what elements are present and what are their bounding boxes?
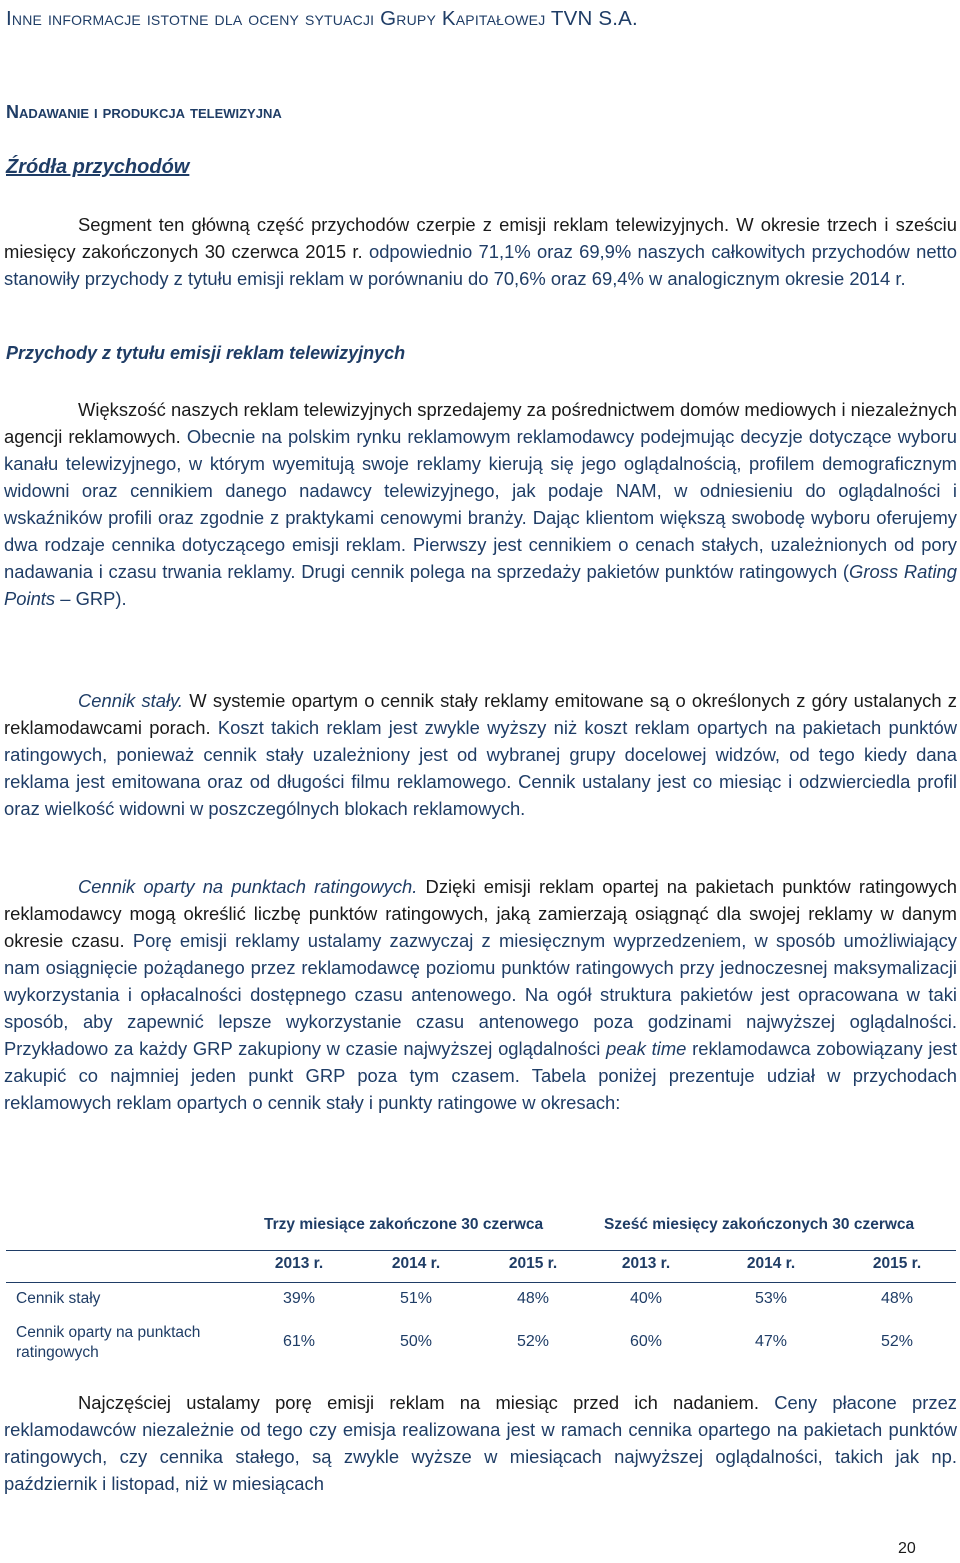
table-cell: 60% xyxy=(629,1333,663,1350)
table-year-header: 2014 r. xyxy=(746,1255,796,1272)
table-rule-header xyxy=(6,1282,956,1283)
subsection-heading: Źródła przychodów xyxy=(6,156,190,178)
subsection-heading-ad-revenue: Przychody z tytułu emisji reklam telewizyjnych xyxy=(6,343,406,363)
paragraph-text-highlight: odpowiednio 71,1% oraz 69,9% naszych całkowitych przychodów netto stanowiły przychody z tytułu emisji reklam w porównaniu do 70,6% oraz 69,4% w analogicznym okresie 2014 r. xyxy=(4,241,958,289)
section-heading: Nadawanie i produkcja telewizyjna xyxy=(6,102,282,122)
paragraph-text-highlight: Porę emisji reklamy ustalamy zazwyczaj z miesięcznym wyprzedzeniem, w sposób umożliwiający nam osiągnięcie pożądanego przez reklamodawcę poziomu punktów ratingowych przy jednoczesnej maksymalizacji wykorzystania i opłacalności dostępnego czasu antenowego. xyxy=(4,930,957,1005)
table-cell: 61% xyxy=(282,1333,316,1350)
page-number: 20 xyxy=(898,1540,916,1557)
paragraph-ad-timing xyxy=(4,1389,957,1497)
table-rule-top xyxy=(6,1250,956,1251)
paragraph-text-highlight: Drugi cennik polega na sprzedaży pakietów punktów ratingowych ( xyxy=(301,561,850,582)
table-year-header: 2014 r. xyxy=(391,1255,441,1272)
paragraph-text: Dzięki emisji reklam opartej na pakietach punktów ratingowych reklamodawcy mogą określić liczbę punktów ratingowych, jaką zamierzają osiągnąć dla swojej reklamy w danym okresie czasu. xyxy=(4,876,958,951)
paragraph-text-highlight: Na ogół struktura pakietów jest opracowana w taki sposób, aby zapewnić lepsze wykorzystanie czasu antenowego poza godzinami najwyższej oglądalności. xyxy=(4,984,957,1032)
table-year-header: 2013 r. xyxy=(274,1255,324,1272)
paragraph-rating-pricing xyxy=(4,873,957,1116)
table-group-header-three-months: Trzy miesiące zakończone 30 czerwca xyxy=(264,1216,544,1233)
paragraph-text-highlight: Tabela poniżej prezentuje udział w przychodach reklamowych reklam opartych o cennik stały i punkty ratingowe w okresach: xyxy=(4,1065,957,1113)
paragraph-revenue-sources xyxy=(4,211,957,292)
term-fixed-pricing: Cennik stały. xyxy=(78,690,184,711)
table-cell: 40% xyxy=(629,1290,663,1307)
table-cell: 39% xyxy=(282,1290,316,1307)
paragraph-text-highlight: Pierwszy jest cennikiem o cenach stałych, uzależnionych od pory nadawania i czasu trwania reklamy. xyxy=(4,534,957,582)
paragraph-text-highlight: – GRP). xyxy=(55,588,127,609)
paragraph-text-highlight: Przykładowo za każdy GRP zakupiony w czasie najwyższej oglądalności xyxy=(4,1038,607,1059)
table-year-header: 2013 r. xyxy=(621,1255,671,1272)
table-group-header-six-months: Sześć miesięcy zakończonych 30 czerwca xyxy=(604,1216,915,1233)
paragraph-text: W systemie opartym o cennik stały reklamy emitowane są o określonych z góry ustalanych z reklamodawcami porach. xyxy=(4,690,958,738)
table-cell: 47% xyxy=(754,1333,788,1350)
table-cell: 50% xyxy=(399,1333,433,1350)
paragraph-text-highlight: Obecnie na polskim rynku reklamowym reklamodawcy podejmując decyzje dotyczące wyboru kanału telewizyjnego, w którym wyemitują swoje reklamy kierują się jego oglądalnością, profilem demograficznym widowni oraz cennikiem danego nadawcy telewizyjnego, jak podaje NAM, w odniesieniu do oglądalności i wskaźników profili oraz zgodnie z praktykami cenowymi branży. xyxy=(4,426,957,528)
table-cell: 52% xyxy=(880,1333,914,1350)
table-cell: 48% xyxy=(880,1290,914,1307)
paragraph-text-italic: Gross Rating Points xyxy=(4,561,957,609)
paragraph-text-highlight: Cennik ustalany jest co miesiąc i odzwierciedla profil oraz wielkość widowni w poszczególnych blokach reklamowych. xyxy=(4,771,957,819)
paragraph-text: Większość naszych reklam telewizyjnych sprzedajemy za pośrednictwem domów mediowych i niezależnych agencji reklamowych. xyxy=(4,399,957,447)
paragraph-text: Segment ten główną część przychodów czerpie z emisji reklam telewizyjnych. W okresie trzech i sześciu miesięcy zakończonych 30 czerwca 2015 r. xyxy=(4,214,957,262)
paragraph-text-highlight: Ceny płacone przez reklamodawców niezależnie od tego czy emisja realizowana jest w ramach cennika opartego na pakietach punktów ratingowych, czy cennika stałego, są zwykle wyższe w miesiącach najwyższej oglądalności, takich jak np. październik i listopad, niż w miesiącach xyxy=(4,1392,957,1494)
table-cell: 53% xyxy=(754,1290,788,1307)
table-cell: 51% xyxy=(399,1290,433,1307)
paragraph-text: Najczęściej ustalamy porę emisji reklam na miesiąc przed ich nadaniem. xyxy=(78,1392,775,1413)
table-year-header: 2015 r. xyxy=(508,1255,558,1272)
table-row-label: Cennik stały xyxy=(16,1290,101,1307)
paragraph-text-highlight: reklamodawca zobowiązany jest zakupić co najmniej jeden punkt GRP poza tym czasem. xyxy=(4,1038,958,1086)
document-title: Inne informacje istotne dla oceny sytuacji Grupy Kapitałowej TVN S.A. xyxy=(6,7,638,30)
table-cell: 48% xyxy=(516,1290,550,1307)
table-year-header: 2015 r. xyxy=(872,1255,922,1272)
table-row-label: Cennik oparty na punktach ratingowych xyxy=(16,1324,201,1361)
paragraph-text-italic: peak time xyxy=(606,1038,687,1059)
paragraph-ad-sales xyxy=(4,396,957,612)
paragraph-text-highlight: Dając klientom większą swobodę wyboru oferujemy dwa rodzaje cennika dotyczącego emisji reklam. xyxy=(4,507,957,555)
paragraph-fixed-pricing xyxy=(4,687,957,822)
term-rating-pricing: Cennik oparty na punktach ratingowych. xyxy=(78,876,418,897)
paragraph-text-highlight: Koszt takich reklam jest zwykle wyższy niż koszt reklam opartych na pakietach punktów ratingowych, ponieważ cennik stały uzależniony jest od wybranej grupy docelowej widzów, od tego kiedy dana reklama jest emitowana oraz od długości filmu reklamowego. xyxy=(4,717,957,792)
table-cell: 52% xyxy=(516,1333,550,1350)
